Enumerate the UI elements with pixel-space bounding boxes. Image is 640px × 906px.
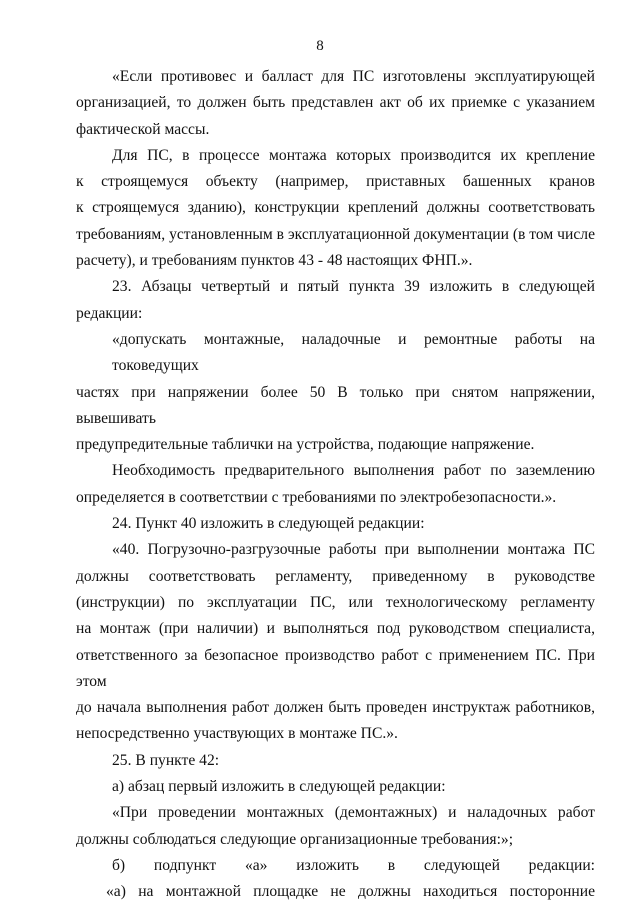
text-line: «При проведении монтажных (демонтажных) и наладочных работ [112,804,595,822]
text-line: непосредственно участвующих в монтаже ПС.». [76,725,398,743]
text-line: до начала выполнения работ должен быть проведен инструктаж работников, [76,699,595,717]
paragraph-item-23 [76,274,595,327]
document-body [76,64,595,906]
text-line: а) абзац первый изложить в следующей редакции: [112,778,446,796]
text-line: определяется в соответствии с требованиями по электробезопасности.». [76,488,557,506]
text-line: предупредительные таблички на устройства, подающие напряжение. [76,436,535,454]
paragraph-mounting [76,143,595,274]
text-line: требованиям, установленным в эксплуатационной документации (в том числе [76,225,595,243]
text-line: (инструкции) по эксплуатации ПС, или технологическому регламенту [76,593,595,611]
text-line: должны соблюдаться следующие организационные требования:»; [76,830,514,848]
text-line: ответственного за безопасное производство работ с применением ПС. При этом [76,646,595,690]
text-line: б) подпункт «а» изложить в следующей редакции: [112,856,595,874]
text-line: «допускать монтажные, наладочные и ремонтные работы на токоведущих [112,330,595,375]
text-line: расчету), и требованиям пунктов 43 - 48 настоящих ФНП.». [76,252,473,270]
text-line: 23. Абзацы четвертый и пятый пункта 39 изложить в следующей [112,278,595,296]
paragraph-subitem-b [76,853,595,879]
paragraph-organizational-requirements [76,800,595,853]
text-line: «Если противовес и балласт для ПС изготовлены эксплуатирующей [112,68,595,85]
paragraph-item-25 [76,748,595,774]
text-line: «а) на монтажной площадке не должны находиться посторонние [106,883,595,901]
paragraph-item-40 [76,537,595,747]
text-line: «40. Погрузочно-разгрузочные работы при выполнении монтажа ПС [112,541,595,559]
text-line: 25. В пункте 42: [112,751,220,769]
text-line: Для ПС, в процессе монтажа которых производится их крепление [112,146,595,164]
text-line: на монтаж (при наличии) и выполняться под руководством специалиста, [76,620,595,638]
text-line: фактической массы. [76,120,210,138]
text-line: к строящемуся зданию), конструкции креплений должны соответствовать [76,199,595,217]
text-line: частях при напряжении более 50 В только при снятом напряжении, вывешивать [76,383,595,427]
text-line: организацией, то должен быть представлен акт об их приемке с указанием [76,94,595,112]
paragraph-counterweight [76,64,595,143]
paragraph-live-parts [76,327,595,458]
paragraph-grounding [76,458,595,511]
text-line: 24. Пункт 40 изложить в следующей редакции: [112,515,425,533]
paragraph-item-24 [76,511,595,537]
text-line: Необходимость предварительного выполнения работ по заземлению [112,462,595,480]
paragraph-subitem-a-text [76,879,595,905]
text-line: к строящемуся объекту (например, приставных башенных кранов [76,173,595,191]
text-line: должны соответствовать регламенту, приведенному в руководстве [76,567,595,585]
page-number: 8 [316,38,324,54]
paragraph-subitem-a [76,774,595,800]
text-line: редакции: [76,304,143,322]
